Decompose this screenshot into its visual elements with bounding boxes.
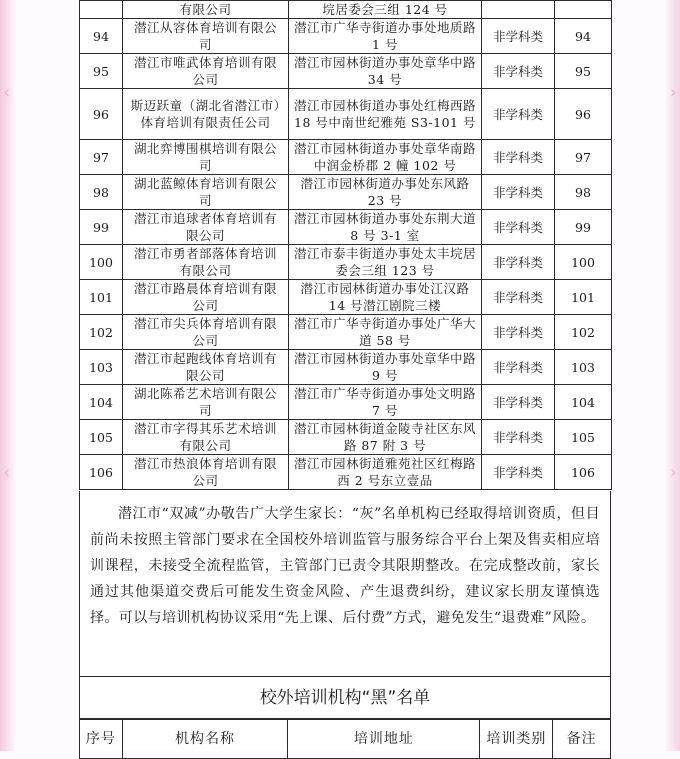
row-number: 95 (80, 54, 123, 89)
left-border-decoration (0, 0, 14, 751)
chevron-left-icon[interactable]: ‹ (3, 82, 11, 103)
org-name: 潜江市热浪体育培训有限公司 (123, 455, 289, 490)
training-category (482, 1, 555, 19)
training-address: 潜江市园林街道雅苑社区红梅路西 2 号东立壹品 (289, 455, 482, 490)
row-note: 98 (555, 175, 612, 210)
row-number: 105 (80, 420, 123, 455)
training-address: 潜江市广华寺街道办事处地质路 1 号 (289, 19, 482, 54)
table-row (80, 54, 612, 89)
row-note: 101 (555, 280, 612, 315)
table-row (80, 89, 612, 140)
row-note: 105 (555, 420, 612, 455)
training-address: 潜江市广华寺街道办事处广华大道 58 号 (289, 315, 482, 350)
row-number: 96 (80, 89, 123, 140)
org-name: 潜江市唯武体育培训有限公司 (123, 54, 289, 89)
row-number: 103 (80, 350, 123, 385)
table-row (80, 19, 612, 54)
org-name: 斯迈跃童（湖北省潜江市）体育培训有限责任公司 (123, 89, 289, 140)
org-name: 潜江市字得其乐艺术培训有限公司 (123, 420, 289, 455)
table-row (80, 455, 612, 490)
training-category: 非学科类 (482, 175, 555, 210)
table-row (80, 175, 612, 210)
training-address: 潜江市园林街道办事处章华中路 9 号 (289, 350, 482, 385)
grey-list-table (79, 0, 612, 490)
notice-text: 潜江市“双减”办敬告广大学生家长：“灰”名单机构已经取得培训资质，但目前尚未按照主管部门要求在全国校外培训监管与服务综合平台上架及售卖相应培训课程，未接受全流程监管，主管部门已责令其限期整改。在完成整改前，家长通过其他渠道交费后可能发生资金风险、产生退费纠纷，建议家长朋友谨慎选择。可以与培训机构协议采用“先上课、后付费”方式，避免发生“退费难”风险。 (90, 506, 600, 626)
training-address: 潜江市园林街道金陵寺社区东风路 87 附 3 号 (289, 420, 482, 455)
table-row (80, 350, 612, 385)
org-name: 湖北蓝鲸体育培训有限公司 (123, 175, 289, 210)
training-category: 非学科类 (482, 455, 555, 490)
training-category: 非学科类 (482, 280, 555, 315)
table-row (80, 420, 612, 455)
training-address: 潜江市广华寺街道办事处文明路 7 号 (289, 385, 482, 420)
row-note: 99 (555, 210, 612, 245)
row-note: 100 (555, 245, 612, 280)
training-address: 潜江市园林街道办事处东风路 23 号 (289, 175, 482, 210)
row-note: 106 (555, 455, 612, 490)
org-name: 潜江市追球者体育培训有限公司 (123, 210, 289, 245)
header-cat: 培训类别 (480, 720, 553, 758)
header-addr: 培训地址 (288, 720, 480, 758)
header-num: 序号 (80, 720, 123, 758)
training-address: 潜江市园林街道办事处红梅西路 18 号中南世纪雅苑 S3-101 号 (289, 89, 482, 140)
org-name: 湖北陈希艺术培训有限公司 (123, 385, 289, 420)
header-name: 机构名称 (123, 720, 288, 758)
training-category: 非学科类 (482, 385, 555, 420)
row-note: 103 (555, 350, 612, 385)
row-number: 97 (80, 140, 123, 175)
row-number: 98 (80, 175, 123, 210)
row-note: 94 (555, 19, 612, 54)
org-name: 潜江市尖兵体育培训有限公司 (123, 315, 289, 350)
row-note: 97 (555, 140, 612, 175)
table-row (80, 280, 612, 315)
black-list-title: 校外培训机构“黑”名单 (79, 677, 611, 719)
training-category: 非学科类 (482, 19, 555, 54)
header-note: 备注 (566, 731, 597, 747)
right-border-decoration (666, 0, 680, 751)
training-category: 非学科类 (482, 89, 555, 140)
row-note (555, 1, 612, 19)
row-number: 106 (80, 455, 123, 490)
org-name: 湖北弈博围棋培训有限公司 (123, 140, 289, 175)
black-list-header (79, 719, 611, 759)
training-address: 潜江市园林街道办事处章华中路 34 号 (289, 54, 482, 89)
table-row (80, 315, 612, 350)
row-number: 100 (80, 245, 123, 280)
training-address: 潜江市园林街道办事处章华南路中润金桥郡 2 幢 102 号 (289, 140, 482, 175)
org-name: 有限公司 (123, 1, 289, 19)
training-category: 非学科类 (482, 420, 555, 455)
training-category: 非学科类 (482, 54, 555, 89)
row-note: 102 (555, 315, 612, 350)
org-name: 潜江市起跑线体育培训有限公司 (123, 350, 289, 385)
table-row (80, 385, 612, 420)
training-address: 垸居委会三组 124 号 (289, 1, 482, 19)
table-row (80, 245, 612, 280)
row-number: 101 (80, 280, 123, 315)
training-category: 非学科类 (482, 350, 555, 385)
chevron-left-icon[interactable]: ‹ (3, 462, 11, 483)
org-name: 潜江市勇者部落体育培训有限公司 (123, 245, 289, 280)
training-address: 潜江市园林街道办事处江汉路 14 号潜江剧院三楼 (289, 280, 482, 315)
row-number: 94 (80, 19, 123, 54)
row-number: 104 (80, 385, 123, 420)
row-note: 104 (555, 385, 612, 420)
row-note: 95 (555, 54, 612, 89)
training-category: 非学科类 (482, 140, 555, 175)
row-note: 96 (555, 89, 612, 140)
chevron-right-icon[interactable]: › (669, 462, 677, 483)
org-name: 潜江市路晨体育培训有限公司 (123, 280, 289, 315)
training-category: 非学科类 (482, 210, 555, 245)
notice-box (79, 491, 611, 677)
training-category: 非学科类 (482, 245, 555, 280)
training-category: 非学科类 (482, 315, 555, 350)
org-name: 潜江从容体育培训有限公司 (123, 19, 289, 54)
row-number: 102 (80, 315, 123, 350)
training-address: 潜江市泰丰街道办事处太丰垸居委会三组 123 号 (289, 245, 482, 280)
table-row (80, 210, 612, 245)
training-address: 潜江市园林街道办事处东荆大道 8 号 3-1 室 (289, 210, 482, 245)
table-row (80, 140, 612, 175)
chevron-right-icon[interactable]: › (669, 82, 677, 103)
row-number (80, 1, 123, 19)
table-row (80, 1, 612, 19)
row-number: 99 (80, 210, 123, 245)
